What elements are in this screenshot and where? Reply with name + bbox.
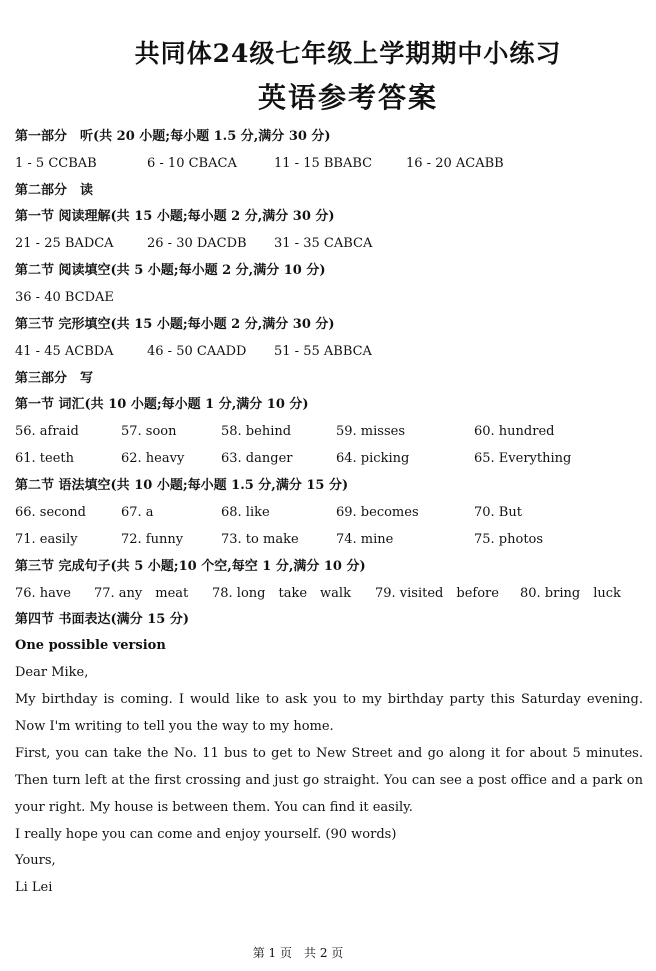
part3-sec1-heading: 第一节 词汇(共 10 小题;每小题 1 分,满分 10 分)	[15, 397, 309, 412]
answer-item: 64. picking	[336, 451, 410, 466]
part3-sec4-heading: 第四节 书面表达(满分 15 分)	[15, 612, 189, 627]
answer-item: 78. long take walk	[212, 586, 351, 601]
answer-group: 21 - 25 BADCA	[15, 236, 114, 251]
answer-group: 16 - 20 ACABB	[406, 156, 504, 171]
answer-item: 72. funny	[121, 532, 184, 547]
answer-item: 61. teeth	[15, 451, 75, 466]
document-title: 共同体24级七年级上学期期中小练习	[134, 39, 562, 68]
answer-item: 63. danger	[221, 451, 293, 466]
essay-paragraph: I really hope you can come and enjoy yourself. (90 words)	[15, 827, 397, 842]
answer-item: 60. hundred	[474, 424, 555, 439]
answer-item: 77. any meat	[94, 586, 189, 601]
part2-sec1-heading: 第一节 阅读理解(共 15 小题;每小题 2 分,满分 30 分)	[15, 209, 335, 224]
document-subtitle: 英语参考答案	[257, 81, 438, 114]
essay-label: One possible version	[15, 638, 166, 653]
essay-paragraph: My birthday is coming. I would like to ask you to my birthday party this Saturday evening. Now I'm writing to tell you the way to my home.	[15, 692, 643, 734]
essay-greeting: Dear Mike,	[15, 665, 89, 680]
answer-item: 65. Everything	[474, 451, 572, 466]
answer-group: 51 - 55 ABBCA	[274, 344, 372, 359]
answer-group: 11 - 15 BBABC	[274, 156, 373, 171]
answer-group: 46 - 50 CAADD	[147, 344, 247, 359]
part2-heading: 第二部分 读	[15, 183, 94, 198]
part1-heading: 第一部分 听(共 20 小题;每小题 1.5 分,满分 30 分)	[15, 129, 331, 144]
answer-item: 66. second	[15, 505, 86, 520]
answer-group: 6 - 10 CBACA	[147, 156, 237, 171]
part3-heading: 第三部分 写	[15, 371, 94, 386]
answer-group: 41 - 45 ACBDA	[15, 344, 114, 359]
part3-sec2-heading: 第二节 语法填空(共 10 小题;每小题 1.5 分,满分 15 分)	[15, 478, 349, 493]
answer-item: 70. But	[474, 505, 522, 520]
part2-sec3-heading: 第三节 完形填空(共 15 小题;每小题 2 分,满分 30 分)	[15, 317, 335, 332]
part2-sec2-heading: 第二节 阅读填空(共 5 小题;每小题 2 分,满分 10 分)	[15, 263, 326, 278]
answer-group: 36 - 40 BCDAE	[15, 290, 114, 305]
answer-item: 69. becomes	[336, 505, 419, 520]
answer-item: 58. behind	[221, 424, 292, 439]
answer-item: 57. soon	[121, 424, 177, 439]
answer-item: 68. like	[221, 505, 270, 520]
answer-item: 67. a	[121, 505, 154, 520]
essay-closing: Yours,	[15, 853, 56, 868]
answer-item: 62. heavy	[121, 451, 185, 466]
answer-group: 1 - 5 CCBAB	[15, 156, 97, 171]
answer-group: 26 - 30 DACDB	[147, 236, 247, 251]
answer-item: 74. mine	[336, 532, 394, 547]
answer-item: 80. bring luck	[520, 586, 621, 601]
answer-item: 56. afraid	[15, 424, 79, 439]
answer-item: 73. to make	[221, 532, 299, 547]
page-number: 第 1 页 共 2 页	[252, 946, 344, 960]
answer-item: 75. photos	[474, 532, 544, 547]
answer-item: 71. easily	[15, 532, 78, 547]
answer-item: 76. have	[15, 586, 71, 601]
answer-item: 59. misses	[336, 424, 405, 439]
essay-signature: Li Lei	[15, 880, 53, 895]
essay-paragraph: First, you can take the No. 11 bus to get to New Street and go along it for about 5 minutes. Then turn left at the first crossing and just go straight. You can see a post office and a park on your right. My house is between them. You can find it easily.	[15, 746, 643, 815]
answer-item: 79. visited before	[375, 586, 499, 601]
part3-sec3-heading: 第三节 完成句子(共 5 小题;10 个空,每空 1 分,满分 10 分)	[15, 559, 366, 574]
answer-group: 31 - 35 CABCA	[274, 236, 373, 251]
